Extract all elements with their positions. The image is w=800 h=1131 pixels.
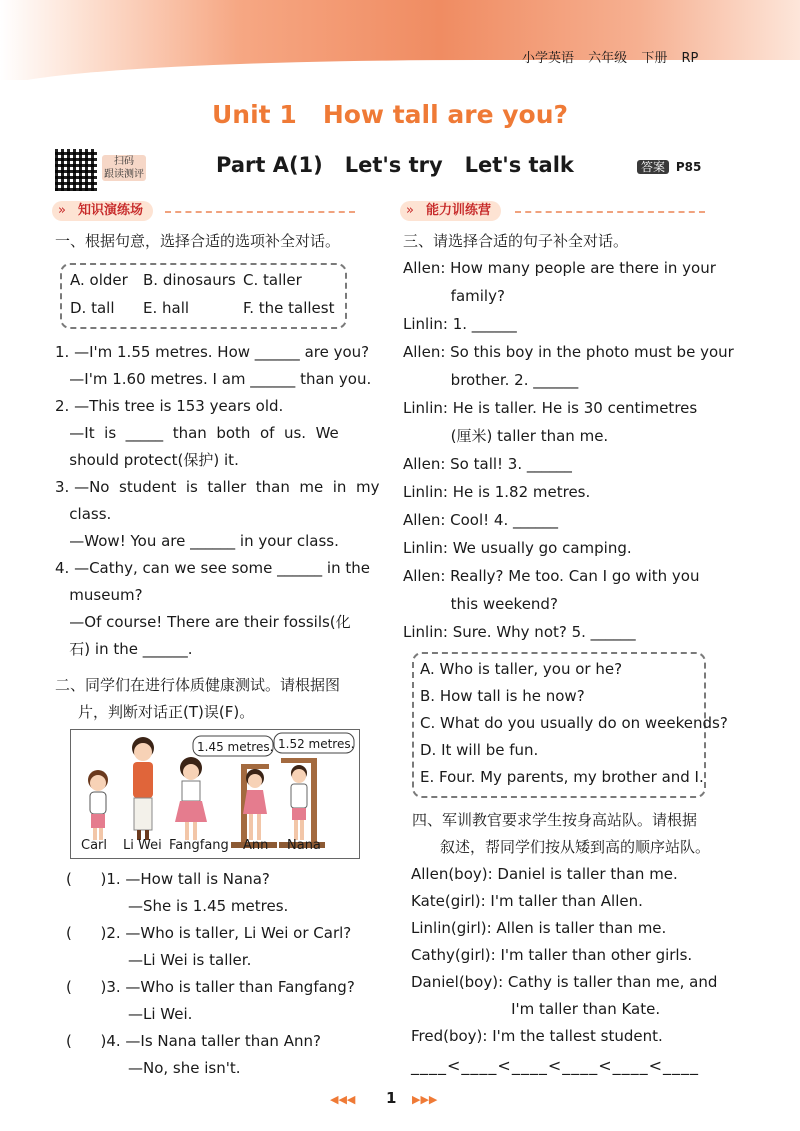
section-tag-right: 能力训练营	[400, 201, 501, 221]
section-tag-left: 知识演练场	[52, 201, 153, 221]
ex3-line: Linlin: 1. ______	[403, 315, 517, 333]
unit-title: Unit 1 How tall are you?	[212, 100, 569, 129]
ex3-options	[420, 656, 728, 791]
ex2-items	[66, 866, 366, 1082]
ex1-line: 石) in the ______.	[55, 640, 193, 658]
edition-label: RP	[681, 51, 699, 66]
liwei-figure	[132, 737, 154, 840]
ex4-line: Linlin(girl): Allen is taller than me.	[411, 919, 667, 937]
ex1-questions	[55, 339, 380, 663]
ex2-title-line1: 二、同学们在进行体质健康测试。请根据图	[55, 676, 341, 694]
part-title: Part A(1) Let's try Let's talk	[216, 153, 574, 177]
ex1-line: should protect(保护) it.	[55, 451, 239, 469]
ex2-line: —No, she isn't.	[66, 1059, 241, 1077]
option-d: D. tall	[70, 299, 115, 317]
ex1-options-row2	[70, 295, 340, 322]
ex1-line: —I'm 1.60 metres. I am ______ than you.	[55, 370, 372, 388]
book-info	[522, 47, 698, 66]
ex4-statements	[411, 861, 721, 1050]
ex3-line: Linlin: Sure. Why not? 5. ______	[403, 623, 636, 641]
option-e: E. hall	[143, 299, 190, 317]
nana-height-scale	[279, 758, 325, 848]
ex3-option: E. Four. My parents, my brother and I.	[420, 768, 704, 786]
ex3-line: Allen: Cool! 4. ______	[403, 511, 559, 529]
ex2-line: —Li Wei.	[66, 1005, 193, 1023]
footer-right-arrows: ▶▶▶	[412, 1093, 438, 1106]
page-number: 1	[386, 1089, 397, 1107]
ex3-option: C. What do you usually do on weekends?	[420, 714, 728, 732]
ann-height-scale	[231, 764, 277, 848]
ex4-title-line2: 叙述，帮同学们按从矮到高的顺序站队。	[440, 838, 711, 856]
ex4-order-answer-line[interactable]: ____<____<____<____<____<____	[411, 1056, 700, 1075]
answer-badge: 答案	[637, 160, 669, 174]
footer-left-arrows: ◀◀◀	[330, 1093, 356, 1106]
carl-figure	[88, 770, 108, 840]
ex3-line: Allen: How many people are there in your	[403, 259, 716, 277]
section-divider-right	[515, 211, 705, 213]
ex4-line: Allen(boy): Daniel is taller than me.	[411, 865, 678, 883]
ex4-line: Daniel(boy): Cathy is taller than me, and	[411, 973, 718, 991]
ex2-line: ( )2. —Who is taller, Li Wei or Carl?	[66, 924, 352, 942]
qr-code-icon[interactable]	[55, 149, 97, 191]
ex2-line: —Li Wei is taller.	[66, 951, 252, 969]
ex2-illustration	[70, 729, 360, 859]
label-ann: Ann	[243, 838, 269, 853]
ex2-line: ( )4. —Is Nana taller than Ann?	[66, 1032, 321, 1050]
ex2-line: —She is 1.45 metres.	[66, 897, 289, 915]
option-c: C. taller	[243, 271, 302, 289]
option-f: F. the tallest	[243, 299, 335, 317]
ex4-line: Cathy(girl): I'm taller than other girls.	[411, 946, 693, 964]
ex3-line: Linlin: He is 1.82 metres.	[403, 483, 591, 501]
ex3-line: (厘米) taller than me.	[403, 427, 609, 445]
ex1-line: class.	[55, 505, 112, 523]
ex1-line: 1. —I'm 1.55 metres. How ______ are you?	[55, 343, 370, 361]
option-a: A. older	[70, 271, 128, 289]
speech-bubble-ann: 1.45 metres.	[197, 740, 274, 754]
ex4-title-line1: 四、军训教官要求学生按身高站队。请根据	[412, 811, 698, 829]
ex1-line: 2. —This tree is 153 years old.	[55, 397, 284, 415]
ex3-line: Allen: So this boy in the photo must be your	[403, 343, 734, 361]
ex2-title-line2: 片，判断对话正(T)误(F)。	[78, 703, 255, 721]
ex4-line: Kate(girl): I'm taller than Allen.	[411, 892, 643, 910]
ex2-line: ( )3. —Who is taller than Fangfang?	[66, 978, 355, 996]
ex3-line: Allen: So tall! 3. ______	[403, 455, 572, 473]
label-fangfang: Fangfang	[169, 838, 229, 853]
answer-page: P85	[675, 160, 702, 174]
option-b: B. dinosaurs	[143, 271, 236, 289]
double-arrow-icon: »	[58, 203, 66, 218]
grade-label: 六年级	[588, 51, 628, 66]
double-arrow-icon: »	[406, 203, 414, 218]
scan-label-line1: 扫码	[114, 156, 134, 167]
ex1-line: museum?	[55, 586, 143, 604]
ex1-options-row1	[70, 267, 340, 294]
ex3-line: brother. 2. ______	[403, 371, 579, 389]
ex4-line: I'm taller than Kate.	[411, 1000, 661, 1018]
ex1-line: 3. —No student is taller than me in my	[55, 478, 380, 496]
scan-label-line2: 跟读测评	[104, 169, 144, 180]
ex3-option: B. How tall is he now?	[420, 687, 585, 705]
ex3-option: D. It will be fun.	[420, 741, 539, 759]
ex3-line: Linlin: We usually go camping.	[403, 539, 632, 557]
ex1-line: —It is _____ than both of us. We	[55, 424, 339, 442]
ex3-line: family?	[403, 287, 505, 305]
ex3-line: this weekend?	[403, 595, 558, 613]
ex3-title: 三、请选择合适的句子补全对话。	[403, 232, 629, 250]
ex1-title: 一、根据句意，选择合适的选项补全对话。	[55, 232, 341, 250]
ex3-line: Linlin: He is taller. He is 30 centimetres	[403, 399, 698, 417]
ex2-line: ( )1. —How tall is Nana?	[66, 870, 270, 888]
ex1-line: —Of course! There are their fossils(化	[55, 613, 351, 631]
label-carl: Carl	[81, 838, 107, 853]
fangfang-figure	[175, 757, 207, 840]
ex3-line: Allen: Really? Me too. Can I go with you	[403, 567, 700, 585]
ex4-line: Fred(boy): I'm the tallest student.	[411, 1027, 663, 1045]
ex3-dialogue	[403, 254, 734, 646]
volume-label: 下册	[641, 51, 668, 66]
speech-bubble-nana: 1.52 metres.	[278, 737, 355, 751]
section-divider-left	[165, 211, 355, 213]
ex1-line: —Wow! You are ______ in your class.	[55, 532, 339, 550]
scan-label	[102, 155, 146, 181]
label-nana: Nana	[287, 838, 321, 853]
series-label: 小学英语	[522, 51, 575, 66]
answer-ref[interactable]	[637, 158, 701, 176]
ex1-line: 4. —Cathy, can we see some ______ in the	[55, 559, 370, 577]
ex3-option: A. Who is taller, you or he?	[420, 660, 623, 678]
label-liwei: Li Wei	[123, 838, 162, 853]
